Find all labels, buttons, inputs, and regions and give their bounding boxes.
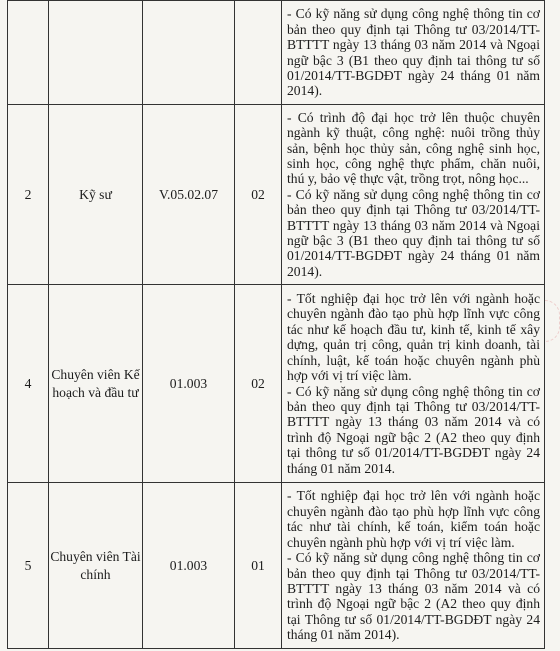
recruitment-table	[7, 0, 545, 649]
position-rank: 02	[235, 285, 282, 483]
requirement-text: - Tốt nghiệp đại học trở lên với ngành hoặc chuyên ngành đào tạo phù hợp lĩnh vực công tác như tài chính, kế toán, kiểm toán hoặc chuyên ngành phù hợp với vị trí việc làm.	[287, 488, 540, 550]
row-number: 4	[8, 285, 49, 483]
table-row	[8, 1, 545, 105]
requirement-text: - Tốt nghiệp đại học trở lên với ngành hoặc chuyên ngành đào tạo phù hợp lĩnh vực công tác như kế hoạch đầu tư, kinh tế, kinh tế xây dựng, quản trị công, quản trị kinh doanh, tài chính, luật, kế toán hoặc chuyên ngành phù hợp với vị trí việc làm.	[287, 291, 540, 384]
stamp-mark	[545, 300, 560, 342]
row-number: 2	[8, 105, 49, 285]
position-title: Chuyên viên Tài chính	[49, 483, 143, 649]
requirements-cell	[282, 483, 545, 649]
position-code: V.05.02.07	[143, 105, 235, 285]
requirement-text: - Có kỹ năng sử dụng công nghệ thông tin cơ bản theo quy định tại Thông tư 03/2014/TT-BTTTT ngày 13 tháng 03 năm 2014 và Ngoại ngữ bậc 3 (B1 theo quy định tai thông tư số 01/2014/TT-BGDĐT ngày 24 tháng 01 năm 2014).	[287, 186, 540, 279]
requirement-text: - Có kỹ năng sử dụng công nghệ thông tin cơ bản theo quy định tại Thông tư 03/2014/TT-BTTTT ngày 13 tháng 03 năm 2014 và có trình độ Ngoại ngữ bậc 2 (A2 theo quy định tại thông tư số 01/2014/TT-BGDĐT ngày 24 tháng 01 năm 2014.	[287, 383, 540, 476]
position-title: Chuyên viên Kế hoạch và đầu tư	[49, 285, 143, 483]
table-row	[8, 105, 545, 285]
position-code	[143, 1, 235, 105]
position-rank: 01	[235, 483, 282, 649]
row-number	[8, 1, 49, 105]
requirements-cell	[282, 285, 545, 483]
position-code: 01.003	[143, 483, 235, 649]
row-number: 5	[8, 483, 49, 649]
position-title	[49, 1, 143, 105]
requirement-text: - Có kỹ năng sử dụng công nghệ thông tin cơ bản theo quy định tại Thông tư 03/2014/TT-BTTTT ngày 13 tháng 03 năm 2014 và Ngoại ngữ bậc 3 (B1 theo quy định tai thông tư số 01/2014/TT-BGDĐT ngày 24 tháng 01 năm 2014).	[287, 6, 540, 99]
table-row	[8, 285, 545, 483]
requirements-cell	[282, 105, 545, 285]
position-code: 01.003	[143, 285, 235, 483]
requirements-cell	[282, 1, 545, 105]
position-title: Kỹ sư	[49, 105, 143, 285]
requirement-text: - Có trình độ đại học trở lên thuộc chuyên ngành kỹ thuật, công nghệ: nuôi trồng thủy sản, bệnh học thủy sản, công nghệ sinh học, sinh học, công nghệ thực phẩm, chăn nuôi, thú y, bảo vệ thực vật, trồng trọt, nông học...	[287, 109, 540, 187]
requirement-text: - Có kỹ năng sử dụng công nghệ thông tin cơ bản theo quy định tại Thông tư 03/2014/TT-BTTTT ngày 13 tháng 03 năm 2014 và có trình độ Ngoại ngữ bậc 2 (A2 theo quy định tại Thông tư số 01/2014/TT-BGDĐT ngày 24 tháng 01 năm 2014).	[287, 550, 540, 643]
position-rank	[235, 1, 282, 105]
position-rank: 02	[235, 105, 282, 285]
table-row	[8, 483, 545, 649]
